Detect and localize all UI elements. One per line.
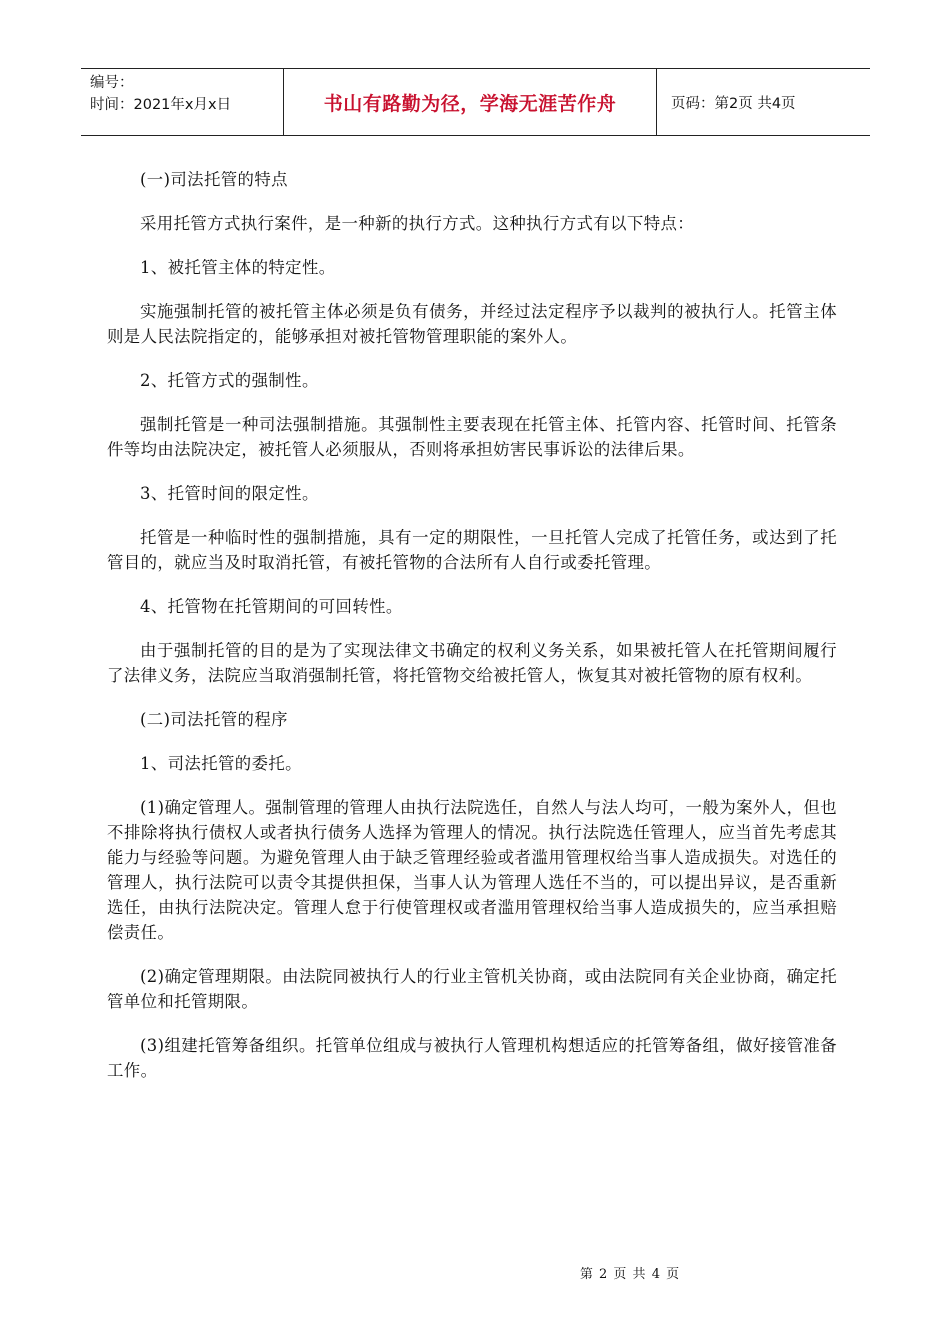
paragraph: (1)确定管理人。强制管理的管理人由执行法院选任，自然人与法人均可，一般为案外人，但也不排除将执行债权人或者执行债务人选择为管理人的情况。执行法院选任管理人，应当首先考虑其能力与经验等问题。为避免管理人由于缺乏管理经验或者滥用管理权给当事人造成损失。对选任的管理人，执行法院可以责令其提供担保，当事人认为管理人选任不当的，可以提出异议，是否重新选任，由执行法院决定。管理人怠于行使管理权或者滥用管理权给当事人造成损失的，应当承担赔偿责任。 — [107, 798, 837, 942]
header-left-cell — [81, 69, 284, 135]
motto-text: 书山有路勤为径，学海无涯苦作舟 — [323, 92, 617, 115]
paragraph: 采用托管方式执行案件，是一种新的执行方式。这种执行方式有以下特点： — [140, 214, 695, 233]
paragraph: 实施强制托管的被托管主体必须是负有债务，并经过法定程序予以裁判的被执行人。托管主体则是人民法院指定的，能够承担对被托管物管理职能的案外人。 — [107, 302, 837, 346]
header-middle-cell — [284, 69, 657, 135]
paragraph: (2)确定管理期限。由法院同被执行人的行业主管机关协商，或由法院同有关企业协商，确定托管单位和托管期限。 — [107, 967, 837, 1011]
serial-number-label: 编号： — [90, 75, 134, 91]
heading-characteristics: (一)司法托管的特点 — [140, 170, 288, 189]
page-footer — [0, 1263, 950, 1282]
paragraph: 托管是一种临时性的强制措施，具有一定的期限性，一旦托管人完成了托管任务，或达到了托管目的，就应当及时取消托管，有被托管物的合法所有人自行或委托管理。 — [107, 528, 837, 572]
header-table — [81, 68, 870, 136]
page-code-label: 页码：第2页 共4页 — [671, 95, 796, 112]
paragraph: 由于强制托管的目的是为了实现法律文书确定的权利义务关系，如果被托管人在托管期间履行了法律义务，法院应当取消强制托管，将托管物交给被托管人，恢复其对被托管物的原有权利。 — [107, 641, 837, 685]
subheading: 2、托管方式的强制性。 — [140, 371, 319, 390]
subheading: 4、托管物在托管期间的可回转性。 — [140, 597, 403, 616]
header-right-cell — [657, 69, 870, 135]
footer-page-number: 第 2 页 共 4 页 — [579, 1267, 681, 1282]
subheading: 1、被托管主体的特定性。 — [140, 258, 336, 277]
heading-procedure: (二)司法托管的程序 — [140, 710, 288, 729]
paragraph: 强制托管是一种司法强制措施。其强制性主要表现在托管主体、托管内容、托管时间、托管条件等均由法院决定，被托管人必须服从，否则将承担妨害民事诉讼的法律后果。 — [107, 415, 837, 459]
date-label: 时间：2021年x月x日 — [90, 97, 232, 113]
paragraph: (3)组建托管筹备组织。托管单位组成与被执行人管理机构想适应的托管筹备组，做好接管准备工作。 — [107, 1036, 837, 1080]
subheading: 3、托管时间的限定性。 — [140, 484, 319, 503]
document-body — [107, 167, 837, 1102]
subheading: 1、司法托管的委托。 — [140, 754, 302, 773]
